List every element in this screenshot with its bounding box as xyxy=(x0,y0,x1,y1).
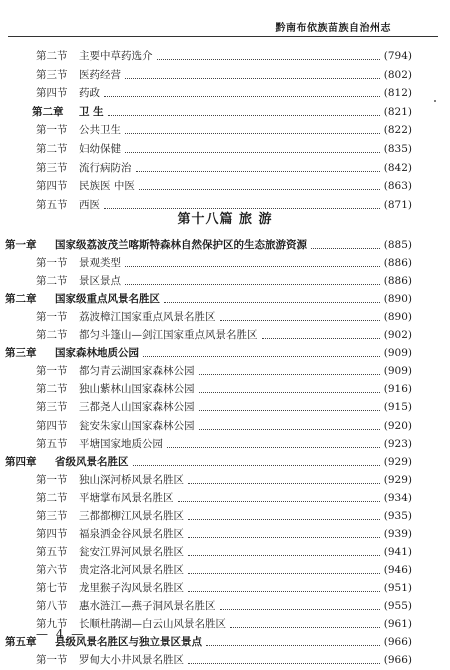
toc-page-number: (951) xyxy=(383,581,412,594)
toc-title: 民族医 中医 xyxy=(79,180,135,193)
toc-leader-dots xyxy=(125,133,380,134)
toc-page-number: (890) xyxy=(383,311,412,324)
toc-title: 医药经营 xyxy=(79,68,121,81)
toc-number: 第一节 xyxy=(36,124,68,137)
toc-number: 第二节 xyxy=(36,383,68,396)
toc-page-number: (886) xyxy=(383,257,412,270)
toc-section-row xyxy=(0,159,450,178)
toc-title: 国家森林地质公园 xyxy=(55,347,139,360)
toc-section-row xyxy=(0,254,450,273)
toc-page-number: (955) xyxy=(383,600,412,612)
toc-leader-dots xyxy=(125,152,380,153)
toc-leader-dots xyxy=(188,519,380,520)
toc-number: 第一节 xyxy=(36,654,68,667)
toc-title: 主要中草药选介 xyxy=(79,50,153,62)
toc-section-row xyxy=(0,66,450,85)
toc-section-row xyxy=(0,507,450,526)
toc-title: 福泉洒金谷风景名胜区 xyxy=(79,527,184,540)
toc-leader-dots xyxy=(262,338,380,339)
toc-title: 都匀斗篷山—剑江国家重点风景名胜区 xyxy=(79,329,258,342)
toc-number: 第四节 xyxy=(36,180,68,193)
toc-section-row xyxy=(0,47,450,66)
toc-section-row xyxy=(0,362,450,381)
toc-number: 第二章 xyxy=(5,293,37,306)
toc-leader-dots xyxy=(125,78,380,79)
toc-page-number: (886) xyxy=(383,275,412,288)
toc-number: 第三节 xyxy=(36,161,68,174)
toc-title: 景区景点 xyxy=(79,275,121,288)
toc-number: 第五节 xyxy=(36,198,68,211)
toc-title: 荔波樟江国家重点风景名胜区 xyxy=(79,311,216,324)
toc-number: 第八节 xyxy=(36,600,68,612)
toc-page-number: (821) xyxy=(383,105,412,118)
toc-number: 第四节 xyxy=(36,419,68,432)
toc-leader-dots xyxy=(311,248,380,249)
toc-section-row xyxy=(0,435,450,454)
toc-page-number: (885) xyxy=(383,239,412,251)
toc-title: 瓮安江界河风景名胜区 xyxy=(79,545,184,558)
toc-page-number: (939) xyxy=(383,527,412,540)
toc-title: 省级风景名胜区 xyxy=(55,455,129,468)
toc-leader-dots xyxy=(220,320,380,321)
toc-chapter-row xyxy=(0,453,450,472)
toc-title: 瓮安朱家山国家森林公园 xyxy=(79,419,195,432)
toc-number: 第四节 xyxy=(36,527,68,540)
toc-leader-dots xyxy=(167,447,380,448)
toc-title: 三都尧人山国家森林公园 xyxy=(79,401,195,414)
toc-number: 第一章 xyxy=(5,239,37,251)
toc-number: 第三节 xyxy=(36,68,68,81)
toc-number: 第九节 xyxy=(36,618,68,631)
toc-title: 都匀青云湖国家森林公园 xyxy=(79,365,195,378)
toc-title: 三都都柳江风景名胜区 xyxy=(79,509,184,522)
toc-title: 流行病防治 xyxy=(79,161,132,174)
toc-leader-dots xyxy=(125,266,380,267)
toc-page-number: (946) xyxy=(383,563,412,576)
toc-number: 第一节 xyxy=(36,311,68,324)
toc-section-row xyxy=(0,471,450,490)
toc-page-number: (935) xyxy=(383,509,412,522)
running-head: 黔南布依族苗族自治州志 xyxy=(275,23,391,34)
toc-page-number: (916) xyxy=(383,383,412,396)
toc-title: 卫 生 xyxy=(79,105,104,118)
toc-number: 第二节 xyxy=(36,329,68,342)
toc-section-row xyxy=(0,525,450,544)
toc-number: 第五节 xyxy=(36,545,68,558)
toc-number: 第二节 xyxy=(36,275,68,288)
toc-leader-dots xyxy=(220,609,380,610)
toc-section-row xyxy=(0,489,450,508)
toc-page-number: (835) xyxy=(383,143,412,155)
toc-page-number: (909) xyxy=(383,347,412,360)
toc-page-number: (794) xyxy=(383,50,412,62)
toc-leader-dots xyxy=(199,392,380,393)
toc-number: 第一节 xyxy=(36,257,68,270)
toc-section-row xyxy=(0,121,450,140)
toc-number: 第五节 xyxy=(36,437,68,450)
toc-number: 第二节 xyxy=(36,491,68,504)
toc-leader-dots xyxy=(230,627,380,628)
toc-number: 第二节 xyxy=(36,143,68,155)
toc-section-row xyxy=(0,417,450,436)
toc-number: 第三节 xyxy=(36,509,68,522)
page-number: — 4 — xyxy=(36,627,86,641)
toc-section-row xyxy=(0,380,450,399)
toc-page-number: (915) xyxy=(383,401,412,414)
toc-number: 第一节 xyxy=(36,365,68,378)
toc-number: 第五章 xyxy=(5,636,37,649)
toc-page-number: (802) xyxy=(383,68,412,81)
toc-section-row xyxy=(0,326,450,345)
toc-leader-dots xyxy=(188,555,380,556)
toc-title: 国家级重点风景名胜区 xyxy=(55,293,160,306)
toc-section-row xyxy=(0,308,450,327)
toc-chapter-row xyxy=(0,290,450,309)
toc-title: 平塘掌布风景名胜区 xyxy=(79,491,174,504)
toc-section-row xyxy=(0,177,450,196)
toc-leader-dots xyxy=(188,573,380,574)
toc-title: 公共卫生 xyxy=(79,124,121,137)
toc-title: 平塘国家地质公园 xyxy=(79,437,163,450)
toc-number: 第三章 xyxy=(5,347,37,360)
toc-leader-dots xyxy=(125,284,380,285)
toc-title: 独山深河桥风景名胜区 xyxy=(79,473,184,486)
toc-section-row xyxy=(0,398,450,417)
toc-title: 惠水涟江—燕子洞风景名胜区 xyxy=(79,600,216,612)
toc-section-row xyxy=(0,140,450,159)
toc-page-number: (961) xyxy=(383,618,412,631)
toc-title: 长顺杜鹃湖—白云山风景名胜区 xyxy=(79,618,226,631)
toc-number: 第六节 xyxy=(36,563,68,576)
toc-leader-dots xyxy=(164,302,380,303)
toc-title: 妇幼保健 xyxy=(79,143,121,155)
toc-leader-dots xyxy=(157,59,380,60)
header-rule xyxy=(8,36,438,37)
toc-leader-dots xyxy=(104,96,380,97)
toc-title: 龙里猴子沟风景名胜区 xyxy=(79,581,184,594)
toc-page-number: (822) xyxy=(383,124,412,137)
toc-title: 独山紫林山国家森林公园 xyxy=(79,383,195,396)
toc-leader-dots xyxy=(139,189,380,190)
toc-leader-dots xyxy=(188,591,380,592)
toc-page-number: (902) xyxy=(383,329,412,342)
toc-page-number: (941) xyxy=(383,545,412,558)
toc-title: 景观类型 xyxy=(79,257,121,270)
toc-number: 第二章 xyxy=(32,105,64,118)
toc-number: 第三节 xyxy=(36,401,68,414)
toc-chapter-row xyxy=(0,344,450,363)
toc-leader-dots xyxy=(188,483,380,484)
toc-leader-dots xyxy=(143,356,380,357)
toc-page-number: (920) xyxy=(383,419,412,432)
toc-leader-dots xyxy=(136,171,380,172)
toc-section-row xyxy=(0,272,450,291)
toc-page-number: (863) xyxy=(383,180,412,193)
toc-number: 第四节 xyxy=(36,87,68,100)
part-title: 第十八篇 旅 游 xyxy=(177,212,273,227)
toc-leader-dots xyxy=(199,410,380,411)
toc-leader-dots xyxy=(108,115,380,116)
toc-title: 县级风景名胜区与独立景区景点 xyxy=(55,636,202,649)
toc-number: 第四章 xyxy=(5,455,37,468)
toc-page-number: (929) xyxy=(383,455,412,468)
toc-section-row xyxy=(0,543,450,562)
toc-chapter-row xyxy=(0,103,450,122)
toc-leader-dots xyxy=(178,501,380,502)
toc-page-number: (909) xyxy=(383,365,412,378)
toc-page-number: (890) xyxy=(383,293,412,306)
toc-leader-dots xyxy=(199,374,380,375)
toc-section-row xyxy=(0,651,450,670)
toc-page-number: (966) xyxy=(383,636,412,649)
toc-section-row xyxy=(0,561,450,580)
toc-section-row xyxy=(0,597,450,616)
toc-title: 贵定洛北河风景名胜区 xyxy=(79,563,184,576)
toc-page-number: (923) xyxy=(383,437,412,450)
toc-leader-dots xyxy=(188,537,380,538)
toc-leader-dots xyxy=(133,465,380,466)
toc-page-number: (842) xyxy=(383,161,412,174)
toc-title: 药政 xyxy=(79,87,100,100)
toc-number: 第一节 xyxy=(36,473,68,486)
toc-page-number: (871) xyxy=(383,198,412,211)
toc-page-number: (929) xyxy=(383,473,412,486)
toc-page-number: (966) xyxy=(383,654,412,667)
toc-title: 国家级荔波茂兰喀斯特森林自然保护区的生态旅游资源 xyxy=(55,239,307,251)
toc-chapter-row xyxy=(0,236,450,255)
toc-number: 第二节 xyxy=(36,50,68,62)
toc-leader-dots xyxy=(206,645,380,646)
toc-title: 西医 xyxy=(79,198,100,211)
toc-title: 罗甸大小井风景名胜区 xyxy=(79,654,184,667)
toc-page-number: (812) xyxy=(383,87,412,100)
toc-section-row xyxy=(0,84,450,103)
toc-leader-dots xyxy=(188,663,380,664)
toc-leader-dots xyxy=(199,429,380,430)
toc-number: 第七节 xyxy=(36,581,68,594)
toc-page-number: (934) xyxy=(383,491,412,504)
toc-section-row xyxy=(0,579,450,598)
